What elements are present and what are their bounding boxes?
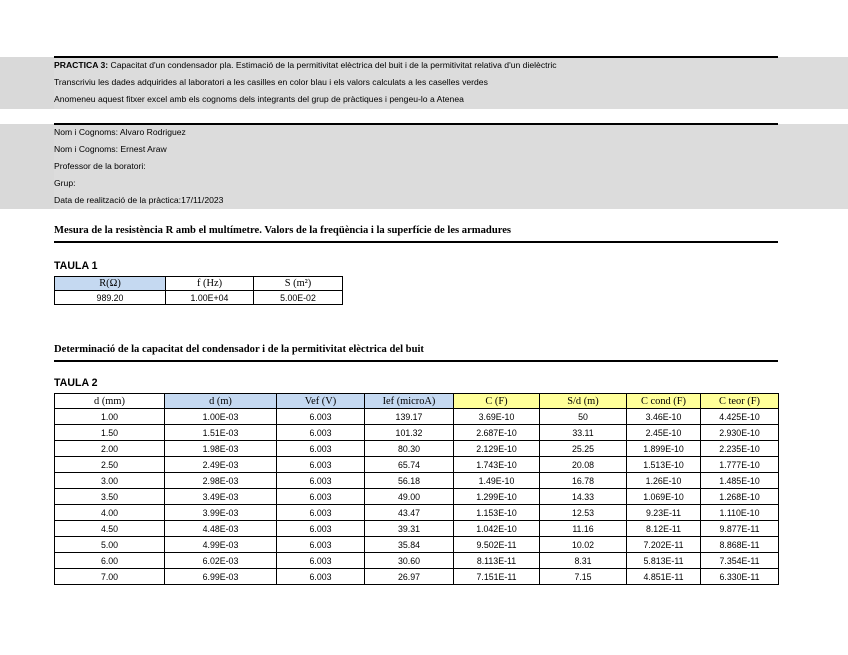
table1-cell-f[interactable]: 1.00E+04 [166, 291, 254, 305]
section2-rule [54, 360, 778, 362]
table2-cell-ief[interactable]: 80.30 [365, 441, 454, 457]
table1-header-f: f (Hz) [166, 277, 254, 291]
table-row [55, 537, 779, 553]
table-row [55, 473, 779, 489]
table2-cell-ief[interactable]: 43.47 [365, 505, 454, 521]
group-field: Grup: [54, 178, 76, 188]
table2-cell-s-d[interactable]: 10.02 [540, 537, 627, 553]
table2-cell-ief[interactable]: 26.97 [365, 569, 454, 585]
table2-cell-c-cond[interactable]: 1.899E-10 [627, 441, 701, 457]
table2-cell-c-cond[interactable]: 5.813E-11 [627, 553, 701, 569]
table2-cell-vef[interactable]: 6.003 [277, 569, 365, 585]
table2-cell-c-teor[interactable]: 6.330E-11 [701, 569, 779, 585]
table-row [55, 409, 779, 425]
table2-cell-d-mm[interactable]: 6.00 [55, 553, 165, 569]
table-row [55, 489, 779, 505]
table2-cell-c[interactable]: 3.69E-10 [454, 409, 540, 425]
table2-cell-s-d[interactable]: 12.53 [540, 505, 627, 521]
table-row [55, 553, 779, 569]
student-name-1: Nom i Cognoms: Alvaro Rodriguez [54, 127, 186, 137]
table1 [54, 276, 343, 305]
section1-title-text: Mesura de la resistència R amb el multímetre. Valors de la freqüència i la superfície de les armadures [54, 225, 512, 236]
table2-cell-vef[interactable]: 6.003 [277, 489, 365, 505]
table-row [55, 441, 779, 457]
table1-cell-r[interactable]: 989.20 [55, 291, 166, 305]
table-row [55, 505, 779, 521]
table2-cell-vef[interactable]: 6.003 [277, 457, 365, 473]
table2-cell-vef[interactable]: 6.003 [277, 441, 365, 457]
instructions-line-1: Transcriviu les dades adquirides al laboratori a les casilles en color blau i els valors calculats a les caselles verdes [54, 77, 488, 87]
table2-cell-vef[interactable]: 6.003 [277, 553, 365, 569]
table2-cell-d-m[interactable]: 3.49E-03 [165, 489, 277, 505]
table2-cell-s-d[interactable]: 20.08 [540, 457, 627, 473]
student-name-2: Nom i Cognoms: Ernest Araw [54, 144, 167, 154]
table2-cell-ief[interactable]: 35.84 [365, 537, 454, 553]
practice-title-bold: PRACTICA 3: [54, 60, 109, 70]
table2-cell-ief[interactable]: 56.18 [365, 473, 454, 489]
table2-cell-c-teor[interactable]: 1.777E-10 [701, 457, 779, 473]
table2 [54, 393, 779, 585]
table2-cell-s-d[interactable]: 14.33 [540, 489, 627, 505]
table2-cell-d-m[interactable]: 1.51E-03 [165, 425, 277, 441]
table2-cell-c-teor[interactable]: 1.485E-10 [701, 473, 779, 489]
table2-cell-d-m[interactable]: 4.48E-03 [165, 521, 277, 537]
table2-cell-vef[interactable]: 6.003 [277, 505, 365, 521]
table2-cell-ief[interactable]: 30.60 [365, 553, 454, 569]
table2-cell-c[interactable]: 1.49E-10 [454, 473, 540, 489]
table1-header-r: R(Ω) [55, 277, 166, 291]
table2-cell-d-mm[interactable]: 3.00 [55, 473, 165, 489]
table2-cell-d-m[interactable]: 6.02E-03 [165, 553, 277, 569]
table2-cell-ief[interactable]: 101.32 [365, 425, 454, 441]
table2-header-c-cond: C cond (F) [627, 394, 701, 409]
table2-cell-c-cond[interactable]: 4.851E-11 [627, 569, 701, 585]
table2-cell-c[interactable]: 7.151E-11 [454, 569, 540, 585]
table1-cell-s[interactable]: 5.00E-02 [254, 291, 343, 305]
practice-title-text: Capacitat d'un condensador pla. Estimació de la permitivitat elèctrica del buit i de la permitivitat relativa d'un dielèctric [108, 60, 557, 70]
table2-cell-c-cond[interactable]: 3.46E-10 [627, 409, 701, 425]
table2-header-s-d: S/d (m) [540, 394, 627, 409]
table2-cell-d-m[interactable]: 1.98E-03 [165, 441, 277, 457]
table2-cell-ief[interactable]: 39.31 [365, 521, 454, 537]
table2-header-vef: Vef (V) [277, 394, 365, 409]
table2-cell-c-cond[interactable]: 1.513E-10 [627, 457, 701, 473]
table2-cell-c-teor[interactable]: 4.425E-10 [701, 409, 779, 425]
practice-title [54, 57, 784, 74]
table2-title: TAULA 2 [54, 377, 98, 389]
table2-cell-s-d[interactable]: 25.25 [540, 441, 627, 457]
table2-cell-d-mm[interactable]: 1.50 [55, 425, 165, 441]
table2-cell-d-m[interactable]: 3.99E-03 [165, 505, 277, 521]
table2-cell-d-mm[interactable]: 3.50 [55, 489, 165, 505]
table2-header-ief: Ief (microA) [365, 394, 454, 409]
section1-title [54, 225, 511, 236]
table2-cell-c-cond[interactable]: 1.069E-10 [627, 489, 701, 505]
table2-cell-s-d[interactable]: 7.15 [540, 569, 627, 585]
table2-cell-s-d[interactable]: 16.78 [540, 473, 627, 489]
table2-cell-d-m[interactable]: 2.49E-03 [165, 457, 277, 473]
table2-cell-s-d[interactable]: 11.16 [540, 521, 627, 537]
table-row [55, 521, 779, 537]
table2-cell-c-teor[interactable]: 2.930E-10 [701, 425, 779, 441]
table-row [55, 569, 779, 585]
table2-cell-c-cond[interactable]: 1.26E-10 [627, 473, 701, 489]
table2-cell-c[interactable]: 1.042E-10 [454, 521, 540, 537]
table2-cell-c-teor[interactable]: 1.268E-10 [701, 489, 779, 505]
table2-cell-c[interactable]: 1.299E-10 [454, 489, 540, 505]
table2-cell-vef[interactable]: 6.003 [277, 425, 365, 441]
table2-cell-c-cond[interactable]: 2.45E-10 [627, 425, 701, 441]
table2-cell-d-mm[interactable]: 4.50 [55, 521, 165, 537]
table2-cell-d-m[interactable]: 6.99E-03 [165, 569, 277, 585]
table1-header-s: S (m²) [254, 277, 343, 291]
table2-cell-d-m[interactable]: 4.99E-03 [165, 537, 277, 553]
table2-cell-s-d[interactable]: 33.11 [540, 425, 627, 441]
section2-title: Determinació de la capacitat del condensador i de la permitivitat elèctrica del buit [54, 344, 424, 355]
table2-cell-d-mm[interactable]: 2.50 [55, 457, 165, 473]
table2-header-d-m: d (m) [165, 394, 277, 409]
table2-cell-vef[interactable]: 6.003 [277, 521, 365, 537]
table2-cell-d-mm[interactable]: 2.00 [55, 441, 165, 457]
table2-cell-vef[interactable]: 6.003 [277, 473, 365, 489]
table2-cell-d-m[interactable]: 1.00E-03 [165, 409, 277, 425]
table-row [55, 425, 779, 441]
table2-cell-c-teor[interactable]: 9.877E-11 [701, 521, 779, 537]
table2-header-c: C (F) [454, 394, 540, 409]
table2-cell-c-teor[interactable]: 2.235E-10 [701, 441, 779, 457]
table2-cell-d-mm[interactable]: 7.00 [55, 569, 165, 585]
table2-cell-d-mm[interactable]: 4.00 [55, 505, 165, 521]
table2-cell-s-d[interactable]: 50 [540, 409, 627, 425]
table-row [55, 457, 779, 473]
table2-cell-ief[interactable]: 49.00 [365, 489, 454, 505]
table2-cell-c[interactable]: 1.153E-10 [454, 505, 540, 521]
table2-cell-c-teor[interactable]: 1.110E-10 [701, 505, 779, 521]
table2-cell-c-teor[interactable]: 8.868E-11 [701, 537, 779, 553]
table2-cell-c[interactable]: 2.129E-10 [454, 441, 540, 457]
table2-cell-d-mm[interactable]: 1.00 [55, 409, 165, 425]
table2-cell-d-m[interactable]: 2.98E-03 [165, 473, 277, 489]
table2-cell-ief[interactable]: 139.17 [365, 409, 454, 425]
professor-field: Professor de la boratori: [54, 161, 146, 171]
table2-header-d-mm: d (mm) [55, 394, 165, 409]
table2-cell-vef[interactable]: 6.003 [277, 537, 365, 553]
section1-rule [54, 241, 778, 243]
table2-cell-c[interactable]: 8.113E-11 [454, 553, 540, 569]
table1-title: TAULA 1 [54, 260, 98, 272]
table2-cell-c-cond[interactable]: 8.12E-11 [627, 521, 701, 537]
table2-cell-c-cond[interactable]: 9.23E-11 [627, 505, 701, 521]
table2-cell-c[interactable]: 1.743E-10 [454, 457, 540, 473]
table2-cell-vef[interactable]: 6.003 [277, 409, 365, 425]
table2-cell-c-cond[interactable]: 7.202E-11 [627, 537, 701, 553]
table2-cell-c[interactable]: 2.687E-10 [454, 425, 540, 441]
table2-cell-c-teor[interactable]: 7.354E-11 [701, 553, 779, 569]
table2-cell-s-d[interactable]: 8.31 [540, 553, 627, 569]
table2-header-c-teor: C teor (F) [701, 394, 779, 409]
date-field: Data de realització de la pràctica:17/11/2023 [54, 195, 224, 205]
instructions-line-2: Anomeneu aquest fitxer excel amb els cognoms dels integrants del grup de pràctiques i pengeu-lo a Atenea [54, 94, 464, 104]
table2-cell-c[interactable]: 9.502E-11 [454, 537, 540, 553]
table2-cell-d-mm[interactable]: 5.00 [55, 537, 165, 553]
table2-cell-ief[interactable]: 65.74 [365, 457, 454, 473]
